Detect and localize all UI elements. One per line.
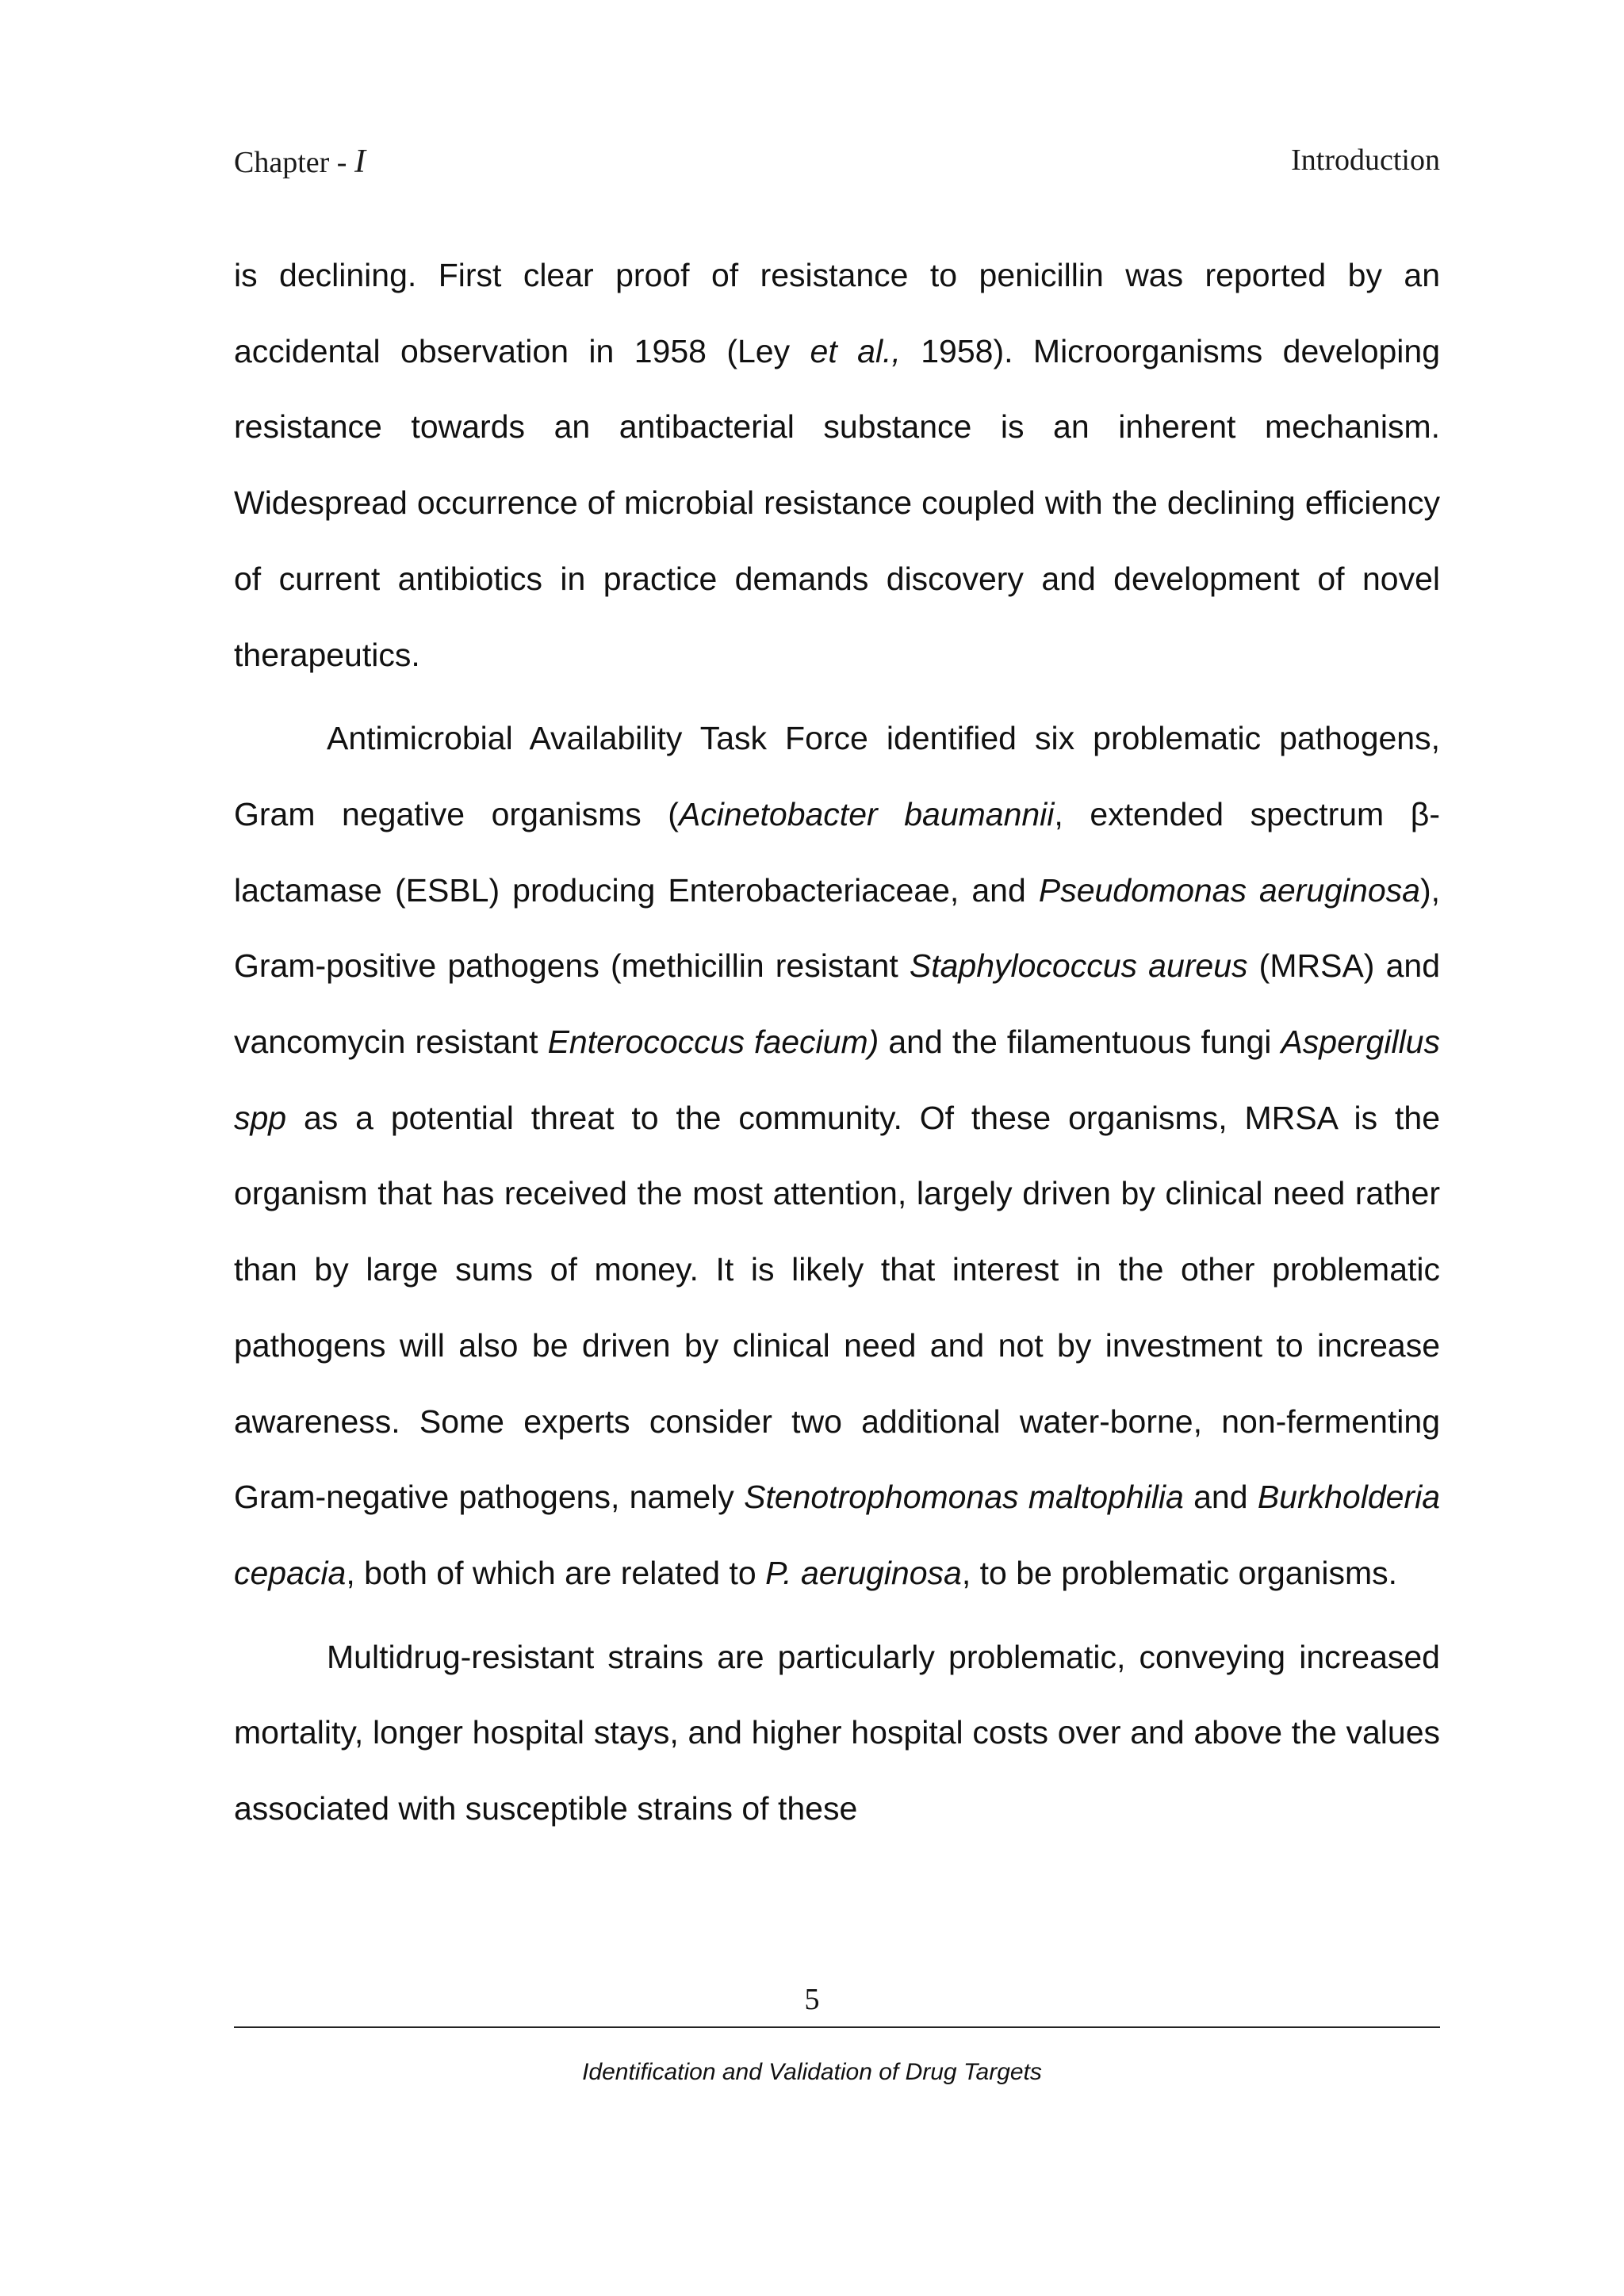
page-number: 5 bbox=[804, 1983, 820, 2016]
paragraph-3 bbox=[234, 1620, 1440, 1847]
chapter-number: I bbox=[354, 144, 366, 180]
chapter-label bbox=[234, 143, 366, 181]
footer-title: Identification and Validation of Drug Targets bbox=[582, 2059, 1042, 2085]
paragraph-2-italic-2: Pseudomonas aeruginosa bbox=[1038, 871, 1420, 909]
paragraph-2-italic-4: Enterococcus faecium) bbox=[547, 1024, 879, 1061]
paragraph-1-text-2: 1958). Microorganisms developing resistance towards an antibacterial substance is an inherent mechanism. Widespread occurrence of microbial resistance coupled with the declining efficiency of current antibiotics in practice demands discovery and development of novel therapeutics. bbox=[234, 332, 1441, 673]
paragraph-2-text-2: , extended spectrum β-lactamase (ESBL) producing Enterobacteriaceae, and bbox=[234, 795, 1440, 909]
paragraph-2-italic-8: P. aeruginosa bbox=[765, 1554, 962, 1591]
paragraph-2-text-1: Antimicrobial Availability Task Force identified six problematic pathogens, Gram negative organisms ( bbox=[234, 720, 1440, 832]
paragraph-3-text-1: Multidrug-resistant strains are particularly problematic, conveying increased mortality, longer hospital stays, and higher hospital costs over and above the values associated with susceptible strains of these bbox=[234, 1638, 1440, 1827]
paragraph-1 bbox=[234, 238, 1440, 693]
paragraph-2-text-3: ), Gram-positive pathogens (methicillin resistant bbox=[234, 871, 1440, 985]
paragraph-1-italic-1: et al., bbox=[810, 332, 901, 369]
section-title: Introduction bbox=[1291, 144, 1440, 177]
paragraph-2-text-5: and the filamentuous fungi bbox=[879, 1024, 1281, 1061]
paragraph-2-text-4: (MRSA) and vancomycin resistant bbox=[234, 947, 1440, 1061]
paragraph-2-italic-7: Burkholderia cepacia bbox=[234, 1479, 1440, 1591]
chapter-label-text: Chapter - bbox=[234, 146, 354, 179]
paragraph-2-italic-6: Stenotrophomonas maltophilia bbox=[744, 1479, 1184, 1516]
footer-divider bbox=[234, 2026, 1440, 2028]
paragraph-2-text-7: and bbox=[1183, 1479, 1258, 1516]
paragraph-2 bbox=[234, 701, 1440, 1611]
paragraph-2-text-6: as a potential threat to the community. Of these organisms, MRSA is the organism that has received the most attention, largely driven by clinical need rather than by large sums of money. It is likely that interest in the other problematic pathogens will also be driven by clinical need and not by investment to increase awareness. Some experts consider two additional water-borne, non-fermenting Gram-negative pathogens, namely bbox=[234, 1099, 1440, 1516]
running-header bbox=[234, 143, 1440, 187]
paragraph-2-text-9: , to be problematic organisms. bbox=[961, 1554, 1398, 1591]
paragraph-1-text-1: is declining. First clear proof of resistance to penicillin was reported by an accidental observation in 1958 (Ley bbox=[234, 257, 1440, 369]
body-text bbox=[234, 238, 1440, 1847]
paragraph-2-italic-1: Acinetobacter baumannii bbox=[678, 795, 1055, 832]
paragraph-2-italic-5: Aspergillus spp bbox=[234, 1024, 1440, 1136]
paragraph-2-text-8: , both of which are related to bbox=[346, 1554, 766, 1591]
paragraph-2-italic-3: Staphylococcus aureus bbox=[909, 947, 1248, 985]
